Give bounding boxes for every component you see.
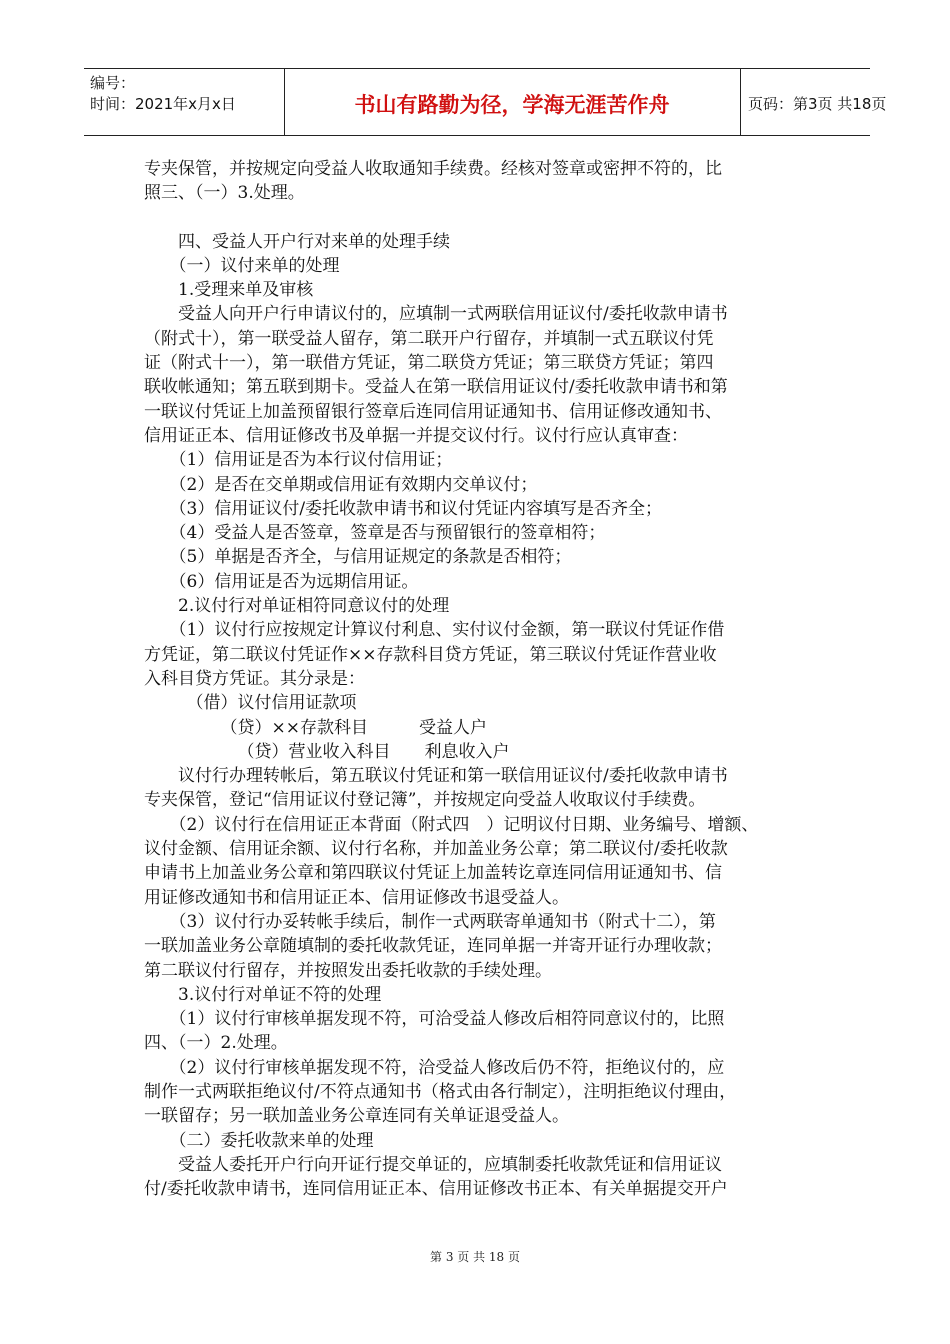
text-line: 四、受益人开户行对来单的处理手续 [144, 231, 450, 252]
doc-time-label: 时间：2021年x月x日 [90, 95, 236, 113]
text-line: 申请书上加盖业务公章和第四联议付凭证上加盖转讫章连同信用证通知书、信 [144, 863, 722, 884]
text-line: （1）信用证是否为本行议付信用证； [144, 450, 453, 471]
text-line: 一联留存；另一联加盖业务公章连同有关单证退受益人。 [144, 1106, 569, 1127]
text-line: （1）议付行应按规定计算议付利息、实付议付金额，第一联议付凭证作借 [144, 620, 725, 641]
text-line: （附式十），第一联受益人留存，第二联开户行留存，并填制一式五联议付凭 [144, 328, 714, 349]
document-body [144, 157, 812, 1201]
text-line: （1）议付行审核单据发现不符，可洽受益人修改后相符同意议付的，比照 [144, 1009, 725, 1030]
text-line: 四、（一）2.处理。 [144, 1033, 288, 1054]
text-line: 入科目贷方凭证。其分录是： [144, 668, 365, 689]
text-line: 用证修改通知书和信用证正本、信用证修改书退受益人。 [144, 887, 569, 908]
page-header [84, 68, 887, 136]
text-line: （二）委托收款来单的处理 [144, 1130, 374, 1151]
text-line: 证（附式十一），第一联借方凭证，第二联贷方凭证；第三联贷方凭证；第四 [144, 353, 714, 374]
text-line: 方凭证，第二联议付凭证作××存款科目贷方凭证，第三联议付凭证作营业收 [144, 644, 717, 665]
text-line: （借）议付信用证款项 [144, 693, 357, 714]
text-line: （3）议付行办妥转帐手续后，制作一式两联寄单通知书（附式十二），第 [144, 911, 716, 932]
page-footer: 第 3 页 共 18 页 [430, 1250, 520, 1264]
text-line: 一联议付凭证上加盖预留银行签章后连同信用证通知书、信用证修改通知书、 [144, 401, 722, 422]
text-line: （4）受益人是否签章，签章是否与预留银行的签章相符； [144, 523, 606, 544]
text-line: 照三、（一）3.处理。 [144, 183, 305, 204]
text-line: （5）单据是否齐全，与信用证规定的条款是否相符； [144, 547, 572, 568]
text-line: （2）议付行审核单据发现不符，洽受益人修改后仍不符，拒绝议付的，应 [144, 1057, 725, 1078]
header-motto: 书山有路勤为径，学海无涯苦作舟 [354, 93, 670, 117]
text-line: 付/委托收款申请书，连同信用证正本、信用证修改书正本、有关单据提交开户 [144, 1179, 728, 1200]
blank-line [144, 206, 812, 230]
text-line: 一联加盖业务公章随填制的委托收款凭证，连同单据一并寄开证行办理收款； [144, 936, 722, 957]
header-motto-cell [284, 69, 741, 135]
text-line: （2）是否在交单期或信用证有效期内交单议付； [144, 474, 538, 495]
text-line: （一）议付来单的处理 [144, 255, 340, 276]
text-line: （2）议付行在信用证正本背面（附式四 ）记明议付日期、业务编号、增额、 [144, 814, 759, 835]
text-line: 专夹保管，并按规定向受益人收取通知手续费。经核对签章或密押不符的，比 [144, 159, 722, 179]
text-line: 3.议付行对单证不符的处理 [144, 984, 382, 1005]
text-line: 信用证正本、信用证修改书及单据一并提交议付行。议付行应认真审查： [144, 425, 688, 446]
text-line: （贷）××存款科目 受益人户 [144, 717, 487, 738]
text-line: 议付行办理转帐后，第五联议付凭证和第一联信用证议付/委托收款申请书 [144, 766, 728, 787]
header-page-cell [740, 69, 887, 135]
text-line: 受益人向开户行申请议付的，应填制一式两联信用证议付/委托收款申请书 [144, 304, 728, 325]
header-page-label: 页码：第3页 共18页 [748, 95, 887, 113]
text-line: 联收帐通知；第五联到期卡。受益人在第一联信用证议付/委托收款申请书和第 [144, 377, 728, 398]
text-line: 受益人委托开户行向开证行提交单证的，应填制委托收款凭证和信用证议 [144, 1154, 722, 1175]
text-line: （3）信用证议付/委托收款申请书和议付凭证内容填写是否齐全； [144, 498, 663, 519]
text-line: 1.受理来单及审核 [144, 280, 314, 301]
text-line: （贷）营业收入科目 利息收入户 [144, 741, 510, 762]
text-line: 议付金额、信用证余额、议付行名称，并加盖业务公章；第二联议付/委托收款 [144, 839, 728, 860]
text-line: 第二联议付行留存，并按照发出委托收款的手续处理。 [144, 960, 552, 981]
text-line: 制作一式两联拒绝议付/不符点通知书（格式由各行制定），注明拒绝议付理由， [144, 1081, 737, 1102]
text-line: （6）信用证是否为远期信用证。 [144, 571, 419, 592]
doc-number-label: 编号： [90, 74, 136, 92]
header-meta-cell [84, 69, 285, 135]
text-line: 专夹保管，登记“信用证议付登记簿”，并按规定向受益人收取议付手续费。 [144, 790, 706, 811]
text-line: 2.议付行对单证相符同意议付的处理 [144, 596, 450, 617]
